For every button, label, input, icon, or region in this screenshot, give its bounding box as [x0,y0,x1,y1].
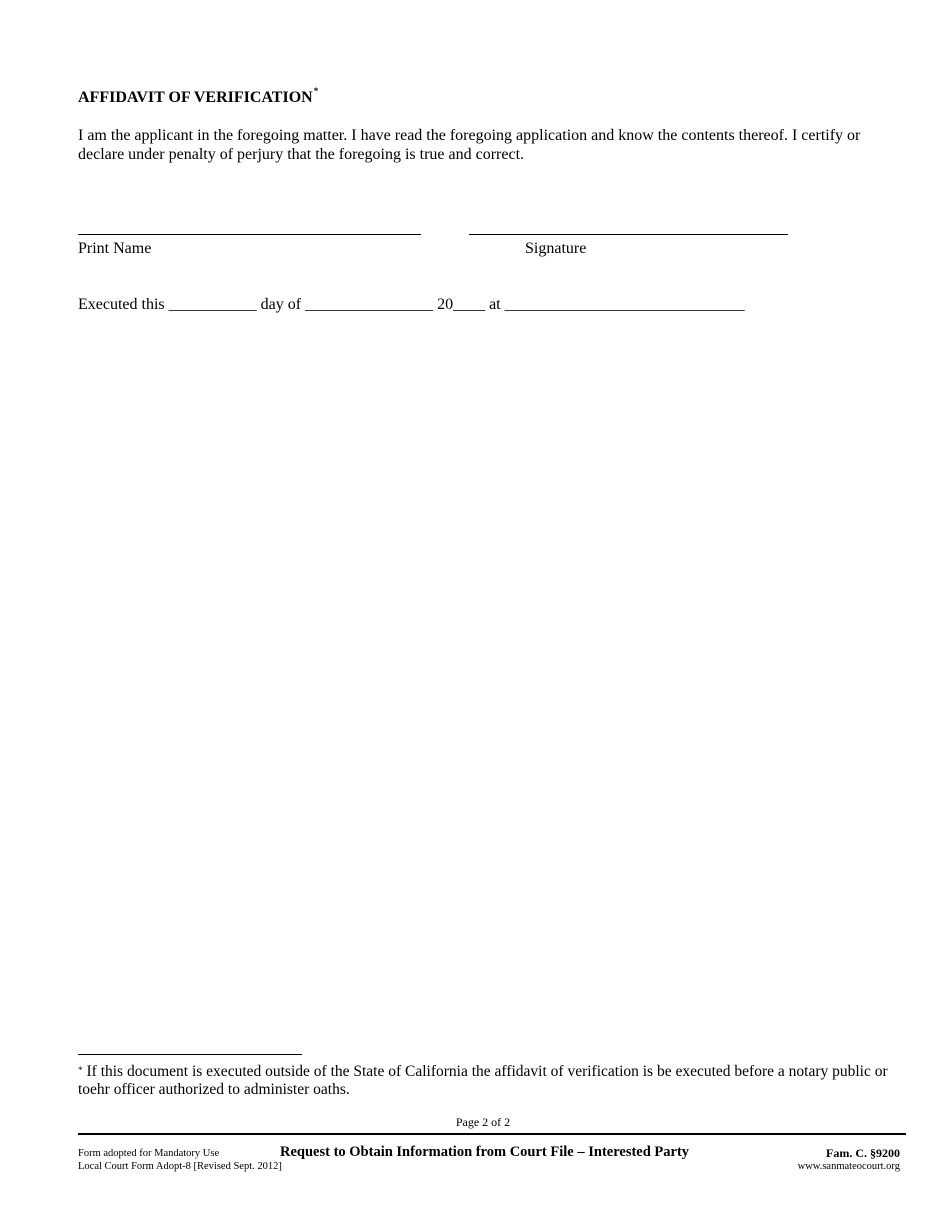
page-number: Page 2 of 2 [455,1115,511,1129]
affidavit-heading [78,86,319,107]
signature-line[interactable] [469,234,788,235]
affidavit-statement: I am the applicant in the foregoing matter. I have read the foregoing application and know the contents thereof. I certify or declare under penalty of perjury that the foregoing is true and correct. [78,127,861,163]
footer-form-id: Local Court Form Adopt-8 [Revised Sept. 2012] [78,1161,282,1172]
heading-footnote-mark: * [313,86,319,96]
executed-line[interactable]: Executed this ___________ day of ________________ 20____ at ______________________________ [78,296,745,313]
print-name-line[interactable] [78,234,421,235]
footer-rule [78,1133,906,1135]
footnote-separator [78,1054,302,1055]
print-name-label: Print Name [78,240,152,257]
footnote [78,1063,908,1099]
footer-code: Fam. C. §9200 [826,1146,900,1160]
footnote-mark: * [78,1065,83,1075]
footer-form-title: Request to Obtain Information from Court File – Interested Party [280,1144,690,1160]
signature-label: Signature [525,240,587,257]
footnote-text: If this document is executed outside of the State of California the affidavit of verification is be executed before a notary public or toehr officer authorized to administer oaths. [78,1063,888,1098]
footer-adopted: Form adopted for Mandatory Use [78,1148,220,1159]
affidavit-heading-text: AFFIDAVIT OF VERIFICATION [78,89,313,106]
footer-website[interactable]: www.sanmateocourt.org [797,1161,900,1172]
